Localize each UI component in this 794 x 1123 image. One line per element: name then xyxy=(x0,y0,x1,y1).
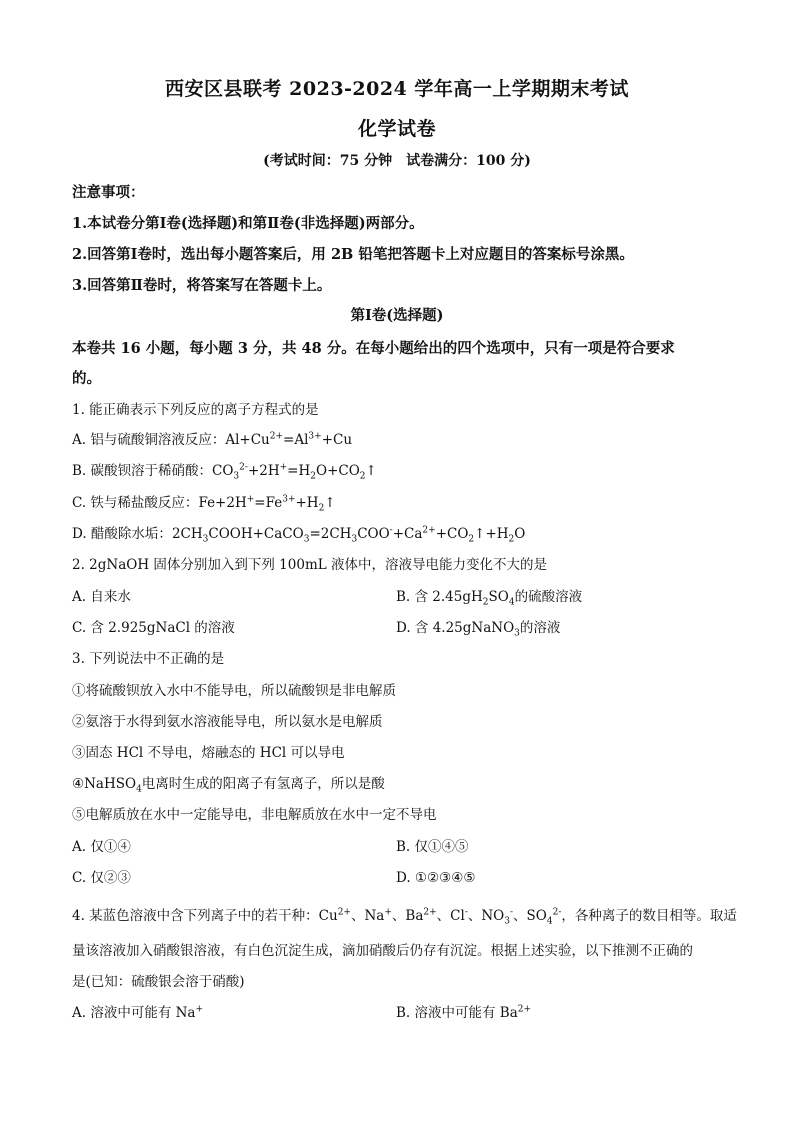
statement: ③固态 HCl 不导电，熔融态的 HCl 可以导电 xyxy=(72,745,345,761)
question-stem: 2. 2gNaOH 固体分别加入到下列 100mL 液体中，溶液导电能力变化不大的是 xyxy=(72,557,548,573)
exam-subtitle: 化学试卷 xyxy=(357,118,436,140)
option-a: A. 自来水 xyxy=(72,589,131,605)
option-c: C. 铁与稀盐酸反应：$Fe+2H^+=Fe^{3+}+H_2↑$ xyxy=(72,494,336,514)
option-d: D. 含 4.25gNaNO$_3$的溶液 xyxy=(396,620,561,639)
option-b: B. 仅①④⑤ xyxy=(396,839,469,855)
notice-item: 1.本试卷分第Ⅰ卷(选择题)和第Ⅱ卷(非选择题)两部分。 xyxy=(72,215,424,232)
option-a: A. 仅①④ xyxy=(72,839,131,855)
option-a: A. 溶液中可能有 Na+ xyxy=(72,1004,204,1021)
option-b: B. 碳酸钡溶于稀硝酸：$CO_3^{2-}+2H^+=H_2O+CO_2↑$ xyxy=(72,462,377,482)
option-c: C. 仅②③ xyxy=(72,870,131,886)
exam-info: (考试时间：75 分钟 试卷满分：100 分) xyxy=(263,153,531,169)
statement: ②氨溶于水得到氨水溶液能导电，所以氨水是电解质 xyxy=(72,714,383,730)
notice-item: 3.回答第Ⅱ卷时，将答案写在答题卡上。 xyxy=(72,277,332,294)
option-b: B. 含 $2.45gH_2SO_4$的硫酸溶液 xyxy=(396,589,583,608)
statement: ①将硫酸钡放入水中不能导电，所以硫酸钡是非电解质 xyxy=(72,683,396,699)
option-a: A. 铝与硫酸铜溶液反应：$Al+Cu^{2+}=Al^{3+}+Cu$ xyxy=(72,431,353,448)
question-stem: 3. 下列说法中不正确的是 xyxy=(72,651,225,667)
section-intro: 本卷共 16 小题，每小题 3 分，共 48 分。在每小题给出的四个选项中，只有一项是符合要求 xyxy=(72,340,675,357)
option-b: B. 溶液中可能有 $Ba^{2+}$ xyxy=(396,1004,532,1021)
statement: ⑤电解质放在水中一定能导电，非电解质放在水中一定不导电 xyxy=(72,807,437,823)
section-heading: 第Ⅰ卷(选择题) xyxy=(350,307,444,324)
option-d: D. ①②③④⑤ xyxy=(396,870,476,886)
statement: ④NaHSO$_4$电离时生成的阳离子有氢离子，所以是酸 xyxy=(72,776,385,795)
question-stem-cont: 量该溶液加入硝酸银溶液，有白色沉淀生成，滴加硝酸后仍存有沉淀。根据上述实验，以下推测不正确的 xyxy=(72,943,693,959)
question-stem: 1. 能正确表示下列反应的离子方程式的是 xyxy=(72,402,319,418)
option-c: C. 含 2.925gNaCl 的溶液 xyxy=(72,620,235,636)
exam-title: 西安区县联考 2023-2024 学年高一上学期期末考试 xyxy=(165,78,629,100)
notice-heading: 注意事项： xyxy=(72,184,145,201)
question-stem: 4. 某蓝色溶液中含下列离子中的若干种：$Cu^{2+}$、Na+、$Ba^{2+}$、Cl-、$NO_3^-$、$SO_4^{2-}$，各种离子的数目相等。取适 xyxy=(72,907,737,927)
notice-item: 2.回答第Ⅰ卷时，选出每小题答案后，用 2B 铅笔把答题卡上对应题目的答案标号涂黑。 xyxy=(72,246,634,263)
option-d: D. 醋酸除水垢：$2CH_3COOH+CaCO_3=2CH_3COO^-+Ca^{2+}+CO_2↑+H_2O$ xyxy=(72,525,526,545)
question-stem-cont: 是(已知：硫酸银会溶于硝酸) xyxy=(72,974,245,990)
section-intro: 的。 xyxy=(72,370,101,387)
